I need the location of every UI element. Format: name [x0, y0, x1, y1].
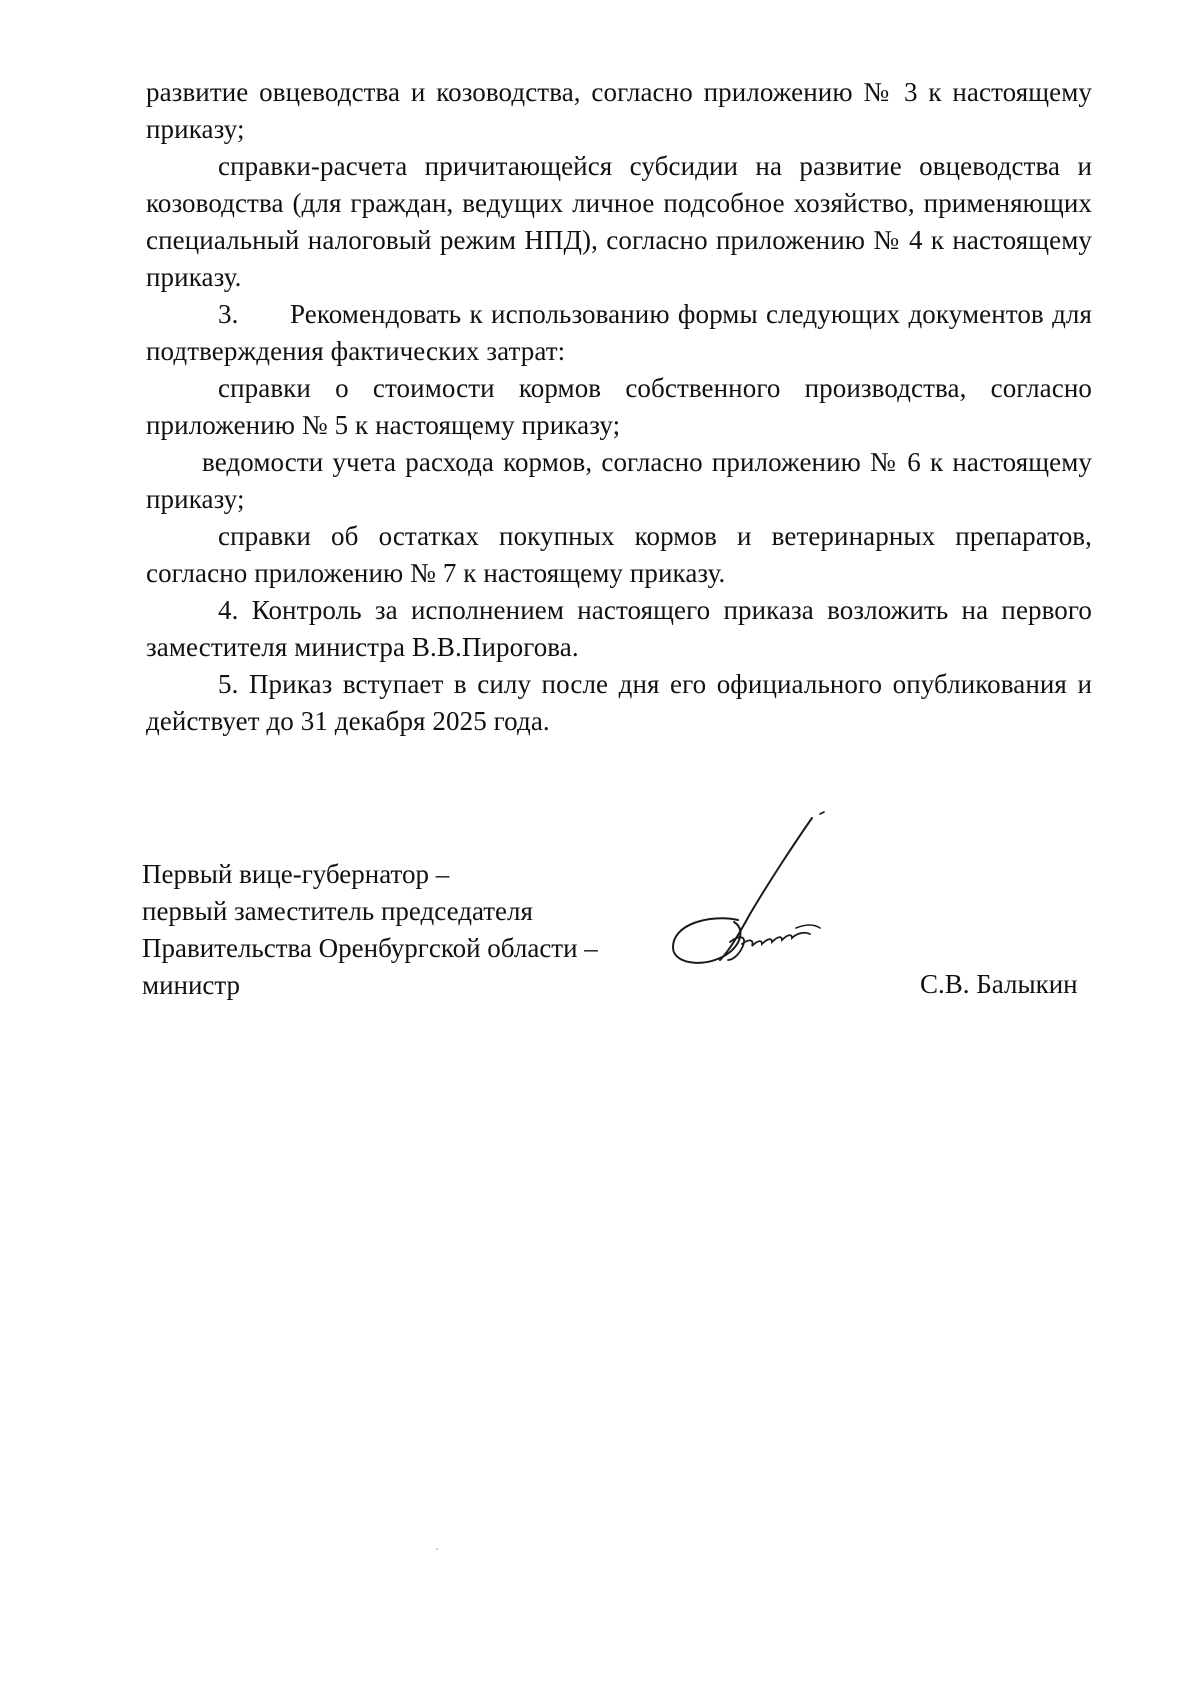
- paragraph-appendix-4: справки-расчета причитающейся субсидии на развитие овцеводства и козоводства (для граждан, ведущих личное подсобное хозяйство, применяющих специальный налоговый режим НПД), согласно приложению № 4 к настоящему приказу.: [146, 151, 1092, 292]
- paragraph-item-5: 5. Приказ вступает в силу после дня его официального опубликования и действует до 31 декабря 2025 года.: [146, 669, 1092, 736]
- signatory-name: С.В. Балыкин: [920, 969, 1078, 999]
- item-3-number: 3.: [218, 299, 239, 329]
- position-line-1: Первый вице-губернатор –: [142, 859, 450, 889]
- signatory-position: [142, 856, 598, 1004]
- paragraph-item-3: [146, 296, 1092, 370]
- paragraph-appendix-5: справки о стоимости кормов собственного производства, согласно приложению № 5 к настоящему приказу;: [146, 373, 1092, 440]
- handwritten-signature: [670, 810, 880, 980]
- paragraph-item-4: 4. Контроль за исполнением настоящего приказа возложить на первого заместителя министра В.В.Пирогова.: [146, 595, 1092, 662]
- document-body: [146, 74, 1092, 740]
- paragraph-appendix-6: ведомости учета расхода кормов, согласно приложению № 6 к настоящему приказу;: [146, 447, 1092, 514]
- position-line-2: первый заместитель председателя: [142, 896, 533, 926]
- scan-fleck: [436, 1548, 438, 1550]
- position-line-4: министр: [142, 970, 241, 1000]
- paragraph-appendix-7: справки об остатках покупных кормов и ветеринарных препаратов, согласно приложению № 7 к настоящему приказу.: [146, 521, 1092, 588]
- position-line-3: Правительства Оренбургской области –: [142, 933, 598, 963]
- item-3-text: Рекомендовать к использованию формы следующих документов для подтверждения фактических затрат:: [146, 299, 1092, 366]
- paragraph-appendix-3: развитие овцеводства и козоводства, согласно приложению № 3 к настоящему приказу;: [146, 77, 1092, 144]
